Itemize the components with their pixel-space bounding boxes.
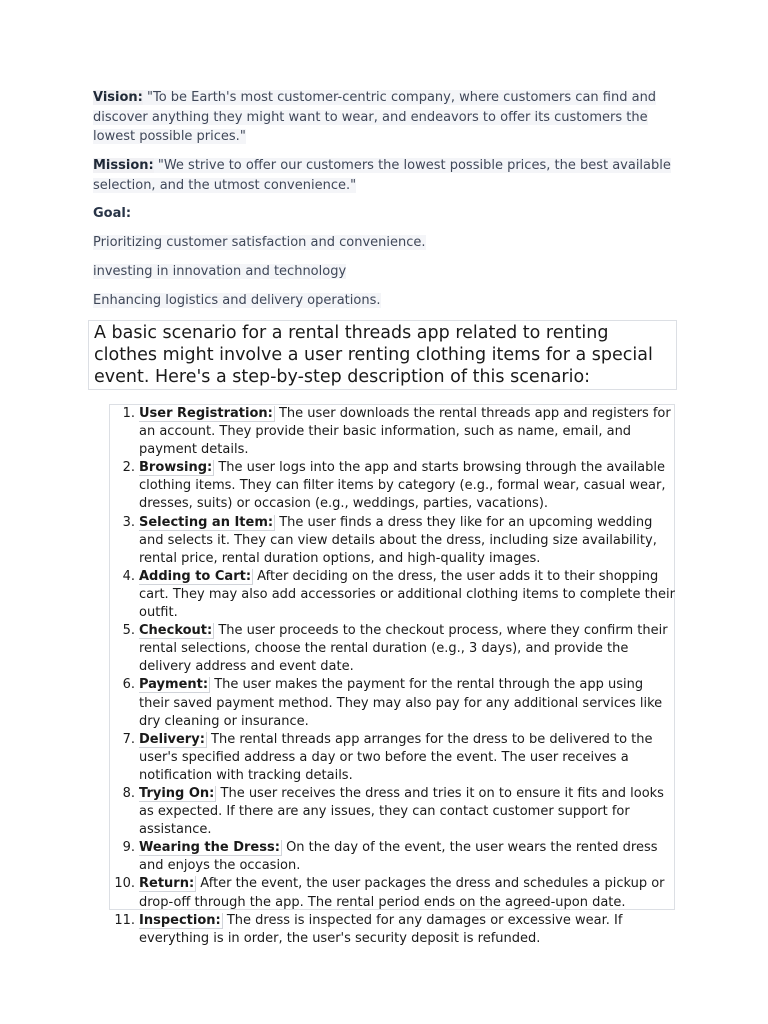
step-title: Selecting an Item:: [139, 514, 274, 530]
mission-label: Mission:: [93, 158, 154, 173]
step-title: Adding to Cart:: [139, 568, 252, 584]
step-title: Wearing the Dress:: [139, 840, 280, 856]
step-text: The user makes the payment for the rental through the app using their saved payment method. They may also pay for any additional services like dry cleaning or insurance.: [139, 677, 663, 729]
step-item: [122, 622, 675, 676]
step-text: The rental threads app arranges for the dress to be delivered to the user's specified address a day or two before the event. The user receives a notification with tracking details.: [139, 731, 653, 783]
step-number: 7.: [122, 731, 135, 747]
step-number: 11.: [114, 912, 135, 928]
step-text: After deciding on the dress, the user adds it to their shopping cart. They may also add accessories or additional clothing items to complete their outfit.: [139, 568, 675, 621]
step-text: On the day of the event, the user wears the rented dress and enjoys the occasion.: [139, 840, 658, 874]
step-number: 1.: [122, 406, 135, 421]
step-item: [122, 459, 675, 513]
scenario-intro: A basic scenario for a rental threads app related to renting clothes might involve a user renting clothing items for a special event. Here's a step-by-step description of this scenario:: [88, 320, 677, 390]
goal-heading: [93, 204, 673, 224]
step-text: The user receives the dress and tries it on to ensure it fits and looks as expected. If there are any issues, they can contact customer support for assistance.: [139, 785, 664, 838]
step-number: 2.: [122, 460, 135, 476]
goal-item: Prioritizing customer satisfaction and convenience.: [93, 235, 426, 250]
step-text: The user logs into the app and starts browsing through the available clothing items. They can filter items by category (e.g., formal wear, casual wear, dresses, suits) or occasion (e.g., weddings, parties, vacations).: [139, 460, 666, 512]
step-text: After the event, the user packages the dress and schedules a pickup or drop-off through the app. The rental period ends on the agreed-upon date.: [139, 876, 665, 910]
step-title: Browsing:: [139, 460, 213, 476]
step-title: User Registration:: [139, 406, 273, 421]
step-text: The user proceeds to the checkout process, where they confirm their rental selections, choose the rental duration (e.g., 3 days), and provide the delivery address and event date.: [139, 623, 668, 675]
step-item: [114, 912, 675, 948]
step-item: [122, 568, 675, 622]
step-title: Payment:: [139, 677, 209, 693]
step-item: [122, 514, 675, 568]
vision-label: Vision:: [93, 90, 143, 105]
step-number: 10.: [114, 876, 135, 892]
step-item: [114, 875, 675, 911]
step-item: [122, 785, 675, 839]
vision-text: "To be Earth's most customer-centric company, where customers can find and discover anything they might want to wear, and endeavors to offer its customers the lowest possible prices.": [93, 90, 657, 144]
step-text: The dress is inspected for any damages or excessive wear. If everything is in order, the user's security deposit is refunded.: [139, 912, 623, 946]
step-title: Delivery:: [139, 731, 205, 747]
step-item: [122, 731, 675, 785]
step-item: [122, 676, 675, 730]
step-title: Trying On:: [139, 785, 215, 801]
goal-label: Goal:: [93, 206, 132, 221]
goal-item: investing in innovation and technology: [93, 264, 347, 279]
step-number: 3.: [122, 514, 135, 530]
step-title: Checkout:: [139, 623, 213, 639]
step-title: Return:: [139, 876, 195, 892]
step-title: Inspection:: [139, 912, 221, 928]
step-number: 9.: [122, 840, 135, 856]
mission-text: "We strive to offer our customers the lowest possible prices, the best available selection, and the utmost convenience.": [93, 158, 671, 193]
step-number: 4.: [122, 568, 135, 584]
step-item: [122, 839, 675, 875]
step-text: The user finds a dress they like for an upcoming wedding and selects it. They can view details about the dress, including size availability, rental price, rental duration options, and high-quality images.: [139, 514, 657, 566]
step-number: 5.: [122, 623, 135, 639]
scenario-steps-list: [114, 405, 675, 948]
step-item: [122, 405, 675, 459]
step-number: 8.: [122, 785, 135, 801]
goal-item: Enhancing logistics and delivery operations.: [93, 293, 381, 308]
vision-paragraph: [93, 88, 673, 147]
step-text: The user downloads the rental threads app and registers for an account. They provide their basic information, such as name, email, and payment details.: [139, 406, 671, 458]
mission-paragraph: [93, 156, 673, 195]
step-number: 6.: [122, 677, 135, 693]
